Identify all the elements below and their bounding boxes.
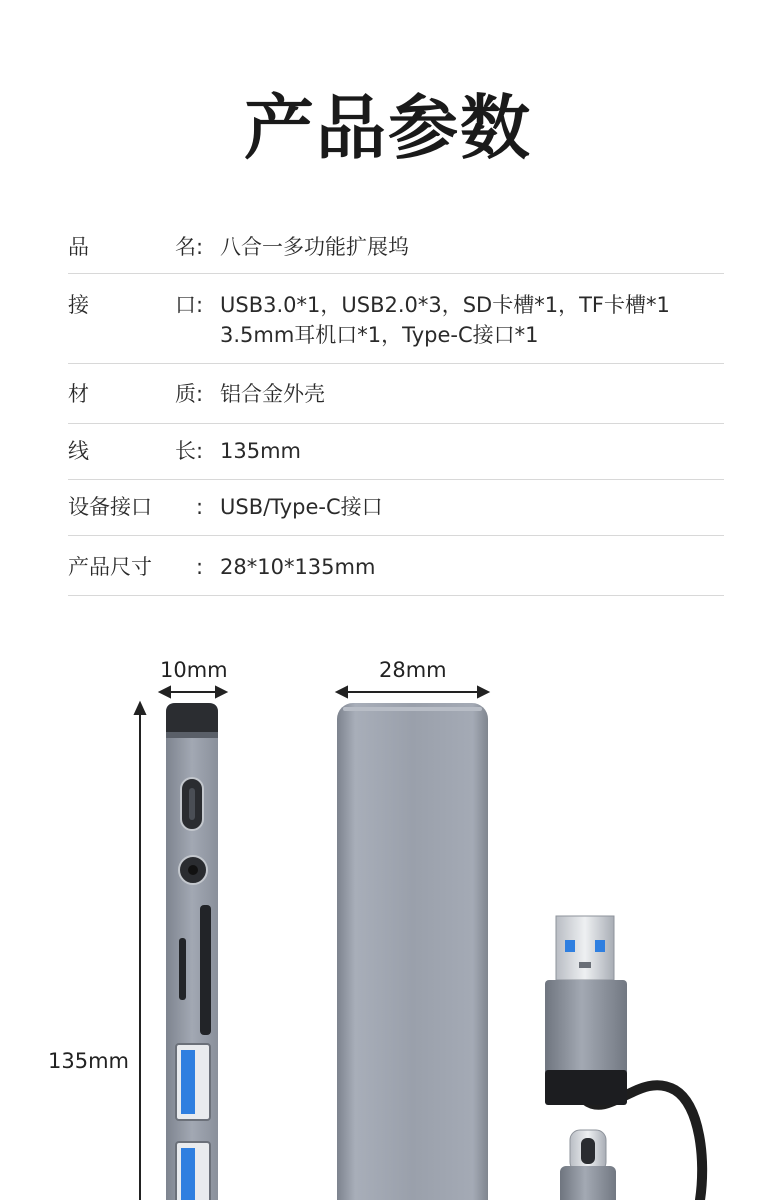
- audio-jack-icon: [179, 856, 207, 884]
- product-illustration: [0, 600, 776, 1200]
- spec-label-b: 口: [175, 293, 196, 317]
- spec-label-a: 材: [68, 382, 89, 406]
- width-dimension-label: 28mm: [379, 658, 447, 682]
- spec-value: USB/Type-C接口: [220, 495, 383, 519]
- spec-value: 135mm: [220, 439, 301, 463]
- spec-colon: :: [196, 293, 204, 317]
- spec-label-b: 名: [175, 235, 196, 259]
- spec-label-a: 品: [68, 235, 89, 259]
- usb-c-plug-icon: [560, 1130, 616, 1200]
- spec-label: [68, 436, 196, 466]
- spec-label: [68, 232, 196, 262]
- spec-row-material: [68, 364, 724, 424]
- spec-label: [68, 379, 196, 409]
- spec-colon: :: [196, 235, 204, 259]
- spec-value: USB3.0*1，USB2.0*3，SD卡槽*1，TF卡槽*1 3.5mm耳机口*1，Type-C接口*1: [220, 293, 670, 347]
- spec-colon: :: [196, 382, 204, 406]
- spec-colon: :: [196, 439, 204, 463]
- spec-label-b: 长: [175, 439, 196, 463]
- spec-value: 八合一多功能扩展坞: [220, 235, 409, 259]
- spec-table: [68, 218, 724, 596]
- spec-label-a: 线: [68, 439, 89, 463]
- spec-label-a: 设备接口: [68, 495, 152, 519]
- tf-slot-icon: [179, 938, 186, 1000]
- spec-label-a: 产品尺寸: [68, 555, 152, 579]
- spec-row-size: [68, 536, 724, 596]
- depth-dimension-label: 10mm: [160, 658, 228, 682]
- spec-colon: :: [196, 495, 204, 519]
- page-title: 产品参数: [244, 87, 532, 169]
- usb-a-plug-icon: [545, 916, 627, 1105]
- spec-colon: :: [196, 555, 204, 579]
- usb-c-port-icon: [181, 778, 203, 830]
- spec-label: [68, 290, 196, 320]
- spec-row-device-interface: [68, 480, 724, 536]
- spec-label: [68, 552, 196, 582]
- spec-label-a: 接: [68, 293, 89, 317]
- usb-a-port-icon: [176, 1142, 210, 1200]
- hub-front-view: [337, 703, 488, 1200]
- length-dimension-label: 135mm: [48, 1049, 129, 1073]
- width-dimension-arrow: [337, 687, 488, 697]
- spec-row-cable-length: [68, 424, 724, 480]
- spec-row-name: [68, 218, 724, 274]
- spec-value: 铝合金外壳: [220, 382, 325, 406]
- spec-row-ports: [68, 274, 724, 364]
- depth-dimension-arrow: [160, 687, 226, 697]
- usb-a-port-icon: [176, 1044, 210, 1120]
- spec-label-b: 质: [175, 382, 196, 406]
- spec-value: 28*10*135mm: [220, 555, 376, 579]
- sd-slot-icon: [200, 905, 211, 1035]
- spec-label: [68, 492, 196, 522]
- length-dimension-arrow: [135, 703, 145, 1200]
